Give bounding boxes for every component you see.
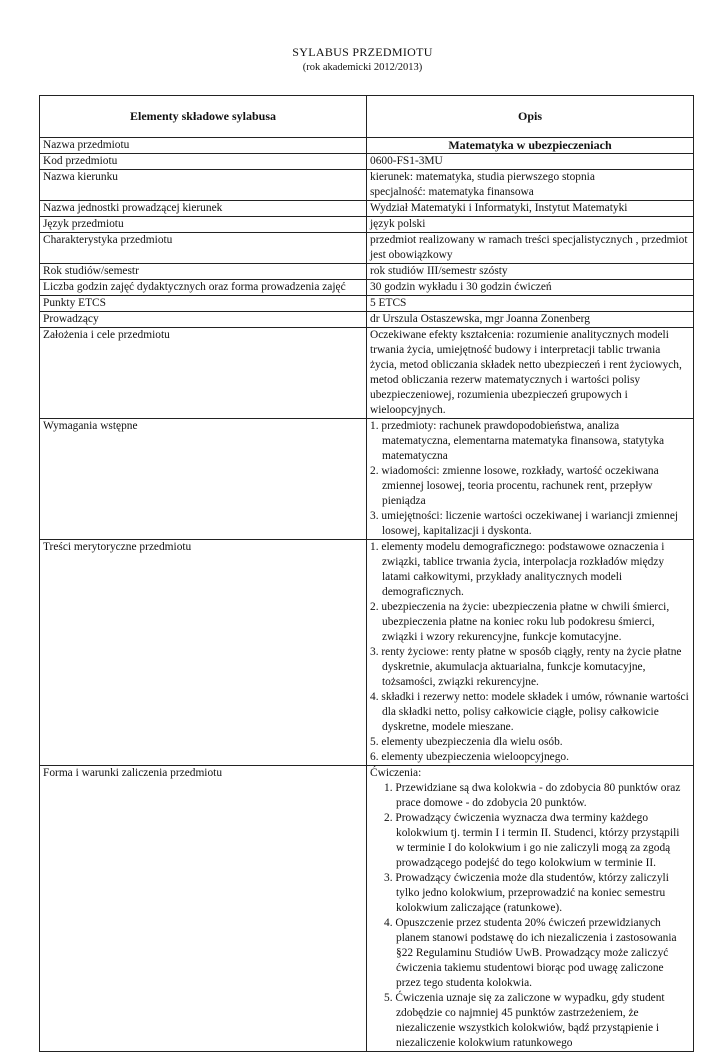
list-item: 5. Ćwiczenia uznaje się za zaliczone w wypadku, gdy student zdobędzie co najmniej 45 punktów zastrzeżeniem, że niezaliczenie wszystkich kolokwiów, bądź przystąpienie i niezaliczenie kolokwium ratunkowego [384, 992, 665, 1049]
list-item: 4. Opuszczenie przez studenta 20% ćwiczeń przewidzianych planem stanowi podstawę do ich niezaliczenia i zastosowania §22 Regulaminu Studiów UwB. Prowadzący może zaliczyć ćwiczenia takiemu studentowi biorąc pod uwagę zaliczone przez tego studenta kolokwia. [384, 917, 677, 989]
column-header-description: Opis [367, 96, 694, 138]
unit-name: Wydział Matematyki i Informatyki, Instytut Matematyki [367, 201, 694, 217]
course-code: 0600-FS1-3MU [367, 154, 694, 170]
assessment-conditions [367, 766, 694, 1052]
content-list [367, 540, 694, 766]
table-row [40, 419, 694, 540]
row-label: Wymagania wstępne [40, 419, 367, 540]
table-row [40, 328, 694, 419]
row-label: Nazwa kierunku [40, 170, 367, 201]
requirements-list [367, 419, 694, 540]
row-label: Punkty ETCS [40, 296, 367, 312]
list-item: 2. wiadomości: zmienne losowe, rozkłady, wartość oczekiwana zmiennej losowej, teoria procentu, rachunek rent, przepływ pieniądza [370, 465, 659, 507]
table-row [40, 233, 694, 264]
table-row [40, 296, 694, 312]
row-label: Liczba godzin zajęć dydaktycznych oraz forma prowadzenia zajęć [40, 280, 367, 296]
list-item: 5. elementy ubezpieczenia dla wielu osób. [370, 736, 563, 748]
list-item: 2. Prowadzący ćwiczenia wyznacza dwa terminy każdego kolokwium tj. termin I i termin II. Studenci, którzy przystąpili w terminie I do kolokwium i go nie zaliczyli mogą za zgodą prowadzącego podejść do tego kolokwium w terminie II. [384, 812, 680, 869]
row-label: Nazwa jednostki prowadzącej kierunek [40, 201, 367, 217]
list-item: 6. elementy ubezpieczenia wieloopcyjnego. [370, 751, 569, 763]
list-item: 1. przedmioty: rachunek prawdopodobieństwa, analiza matematyczna, elementarna matematyka finansowa, statytyka matematyczna [370, 420, 665, 462]
table-row [40, 312, 694, 328]
course-characteristic: przedmiot realizowany w ramach treści specjalistycznych , przedmiot jest obowiązkowy [367, 233, 694, 264]
table-row [40, 217, 694, 233]
list-item: 1. elementy modelu demograficznego: podstawowe oznaczenia i związki, tablice trwania życia, interpolacja rozkładów między latami całkowitymi, przykłady analitycznych modeli demograficznych. [370, 541, 665, 598]
ects-value: 5 ETCS [367, 296, 694, 312]
syllabus-table [39, 95, 694, 1052]
column-header-elements: Elementy składowe sylabusa [40, 96, 367, 138]
hours-value: 30 godzin wykładu i 30 godzin ćwiczeń [367, 280, 694, 296]
row-label: Założenia i cele przedmiotu [40, 328, 367, 419]
study-year: rok studiów III/semestr szósty [367, 264, 694, 280]
table-row [40, 170, 694, 201]
table-row [40, 154, 694, 170]
table-row [40, 766, 694, 1052]
list-item: 4. składki i rezerwy netto: modele składek i umów, równanie wartości dla składki netto, polisy całkowicie ciągłe, polisy całkowicie dyskretne, modele mieszane. [370, 691, 689, 733]
document-title: SYLABUS PRZEDMIOTU [292, 45, 433, 59]
academic-year: (rok akademicki 2012/2013) [302, 62, 423, 73]
table-row [40, 540, 694, 766]
field-of-study [367, 170, 694, 201]
row-label: Treści merytoryczne przedmiotu [40, 540, 367, 766]
list-item: 3. renty życiowe: renty płatne w sposób ciągły, renty na życie płatne dyskretnie, akumulacja aktuarialna, funkcje komutacyjne, tożsamości, związki rekurencyjne. [370, 646, 682, 688]
list-item: 3. umiejętności: liczenie wartości oczekiwanej i wariancji zmiennej losowej, kapitalizacji i dyskonta. [370, 510, 679, 537]
course-goals: Oczekiwane efekty kształcenia: rozumienie analitycznych modeli trwania życia, umiejętność budowy i interpretacji tablic trwania życia, metod obliczania składek netto ubezpieczeń i rent życiowych, metod obliczania rezerw matematycznych i wartości polisy ubezpieczeniowej, rozumienia ubezpieczeń grupowych i wieloopcyjnych. [367, 328, 694, 419]
list-item: 2. ubezpieczenia na życie: ubezpieczenia płatne w chwili śmierci, ubezpieczenia płatne na koniec roku lub podokresu śmierci, związki i wzory rekurencyjne, funkcje komutacyjne. [370, 601, 670, 643]
table-row [40, 201, 694, 217]
row-label: Rok studiów/semestr [40, 264, 367, 280]
row-label: Nazwa przedmiotu [40, 138, 367, 154]
row-label: Charakterystyka przedmiotu [40, 233, 367, 264]
table-header-row [40, 96, 694, 138]
table-row [40, 138, 694, 154]
row-label: Kod przedmiotu [40, 154, 367, 170]
list-item: 3. Prowadzący ćwiczenia może dla studentów, którzy zaliczyli tylko jedno kolokwium, przeprowadzić na koniec semestru kolokwium zaliczające (ratunkowe). [384, 872, 669, 914]
course-language: język polski [367, 217, 694, 233]
field-line: kierunek: matematyka, studia pierwszego stopnia [370, 171, 595, 183]
course-name: Matematyka w ubezpieczeniach [367, 138, 694, 154]
specialization-line: specjalność: matematyka finansowa [370, 186, 534, 198]
teacher-names: dr Urszula Ostaszewska, mgr Joanna Zonenberg [367, 312, 694, 328]
table-row [40, 280, 694, 296]
row-label: Język przedmiotu [40, 217, 367, 233]
list-item: 1. Przewidziane są dwa kolokwia - do zdobycia 80 punktów oraz prace domowe - do zdobycia 20 punktów. [384, 782, 681, 809]
row-label: Prowadzący [40, 312, 367, 328]
table-row [40, 264, 694, 280]
assessment-intro: Ćwiczenia: [370, 767, 422, 779]
row-label: Forma i warunki zaliczenia przedmiotu [40, 766, 367, 1052]
